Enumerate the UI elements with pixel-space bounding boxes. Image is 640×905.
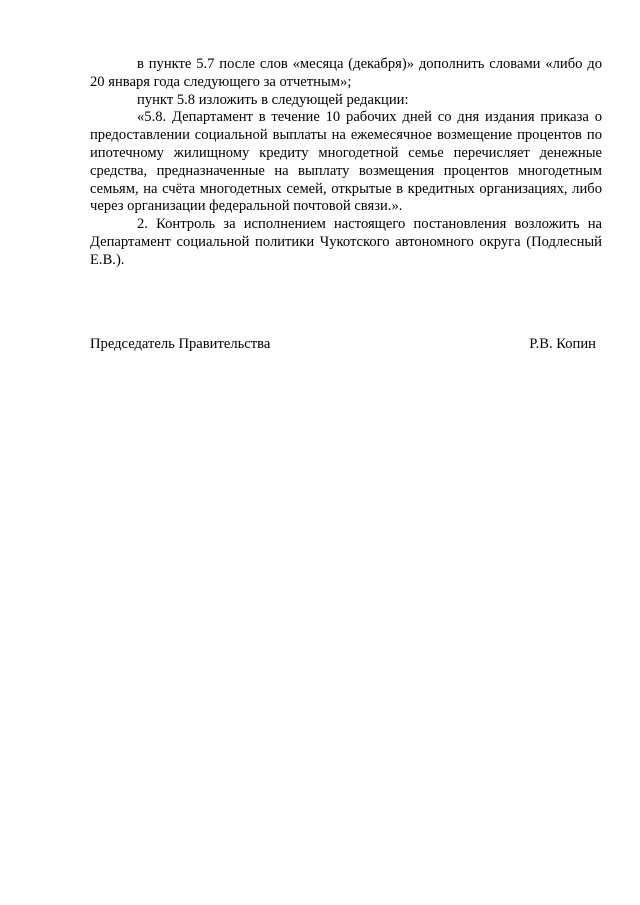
paragraph-clause-5-8: «5.8. Департамент в течение 10 рабочих дней со дня издания приказа о предоставлении социальной выплаты на ежемесячное возмещение процентов по ипотечному жилищному кредиту многодетной семье перечисляет денежные средства, предназначенные на выплату возмещения процентов многодетным семьям, на счёта многодетных семей, открытые в кредитных организациях, либо через организации федеральной почтовой связи.». (90, 109, 602, 215)
paragraph-amend-5-7: в пункте 5.7 после слов «месяца (декабря)» дополнить словами «либо до 20 января года следующего за отчетным»; (90, 56, 602, 90)
document-body (90, 56, 602, 270)
signatory-name: Р.В. Копин (529, 336, 596, 352)
paragraph-amend-5-8-intro: пункт 5.8 изложить в следующей редакции: (137, 91, 409, 108)
paragraph-control: 2. Контроль за исполнением настоящего постановления возложить на Департамент социальной политики Чукотского автономного округа (Подлесный Е.В.). (90, 216, 602, 268)
signatory-position: Председатель Правительства (90, 336, 271, 352)
signature-block (90, 336, 602, 356)
